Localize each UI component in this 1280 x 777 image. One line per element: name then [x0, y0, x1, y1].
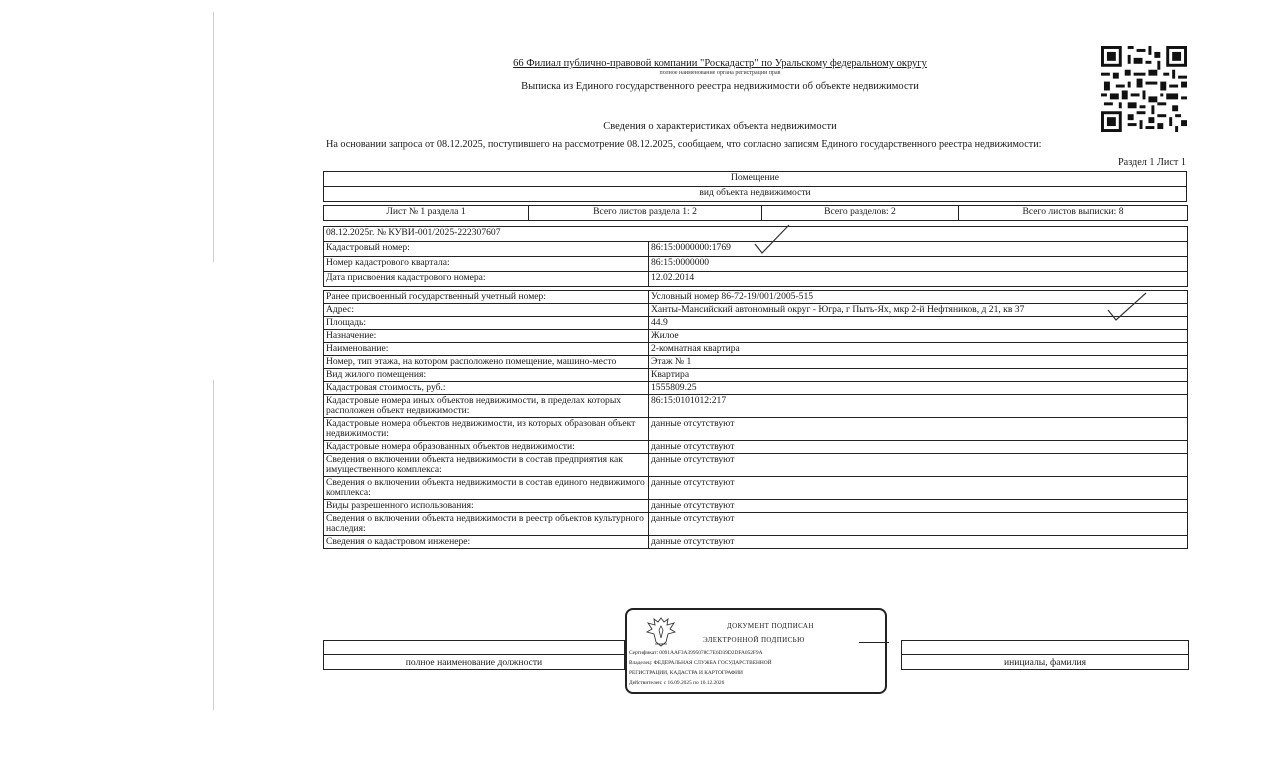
table-row: [324, 382, 1188, 395]
field-value: данные отсутствуют: [649, 454, 1188, 477]
qr-code-icon: [1101, 46, 1187, 132]
table-row: [324, 330, 1188, 343]
table-row: [324, 454, 1188, 477]
total-sections: Всего разделов: 2: [762, 206, 959, 221]
field-label: Наименование:: [324, 343, 649, 356]
table-row: [324, 477, 1188, 500]
field-label: Кадастровые номера объектов недвижимости, из которых образован объект недвижимости:: [324, 418, 649, 441]
pen-checkmark-icon: [1106, 290, 1148, 324]
table-row: [324, 291, 1188, 304]
field-value: данные отсутствуют: [649, 418, 1188, 441]
stamp-line1: ДОКУМЕНТ ПОДПИСАН: [727, 622, 814, 630]
stamp-line2: ЭЛЕКТРОННОЙ ПОДПИСЬЮ: [703, 636, 805, 644]
position-caption: полное наименование должности: [405, 657, 543, 668]
section-sheet-label: Раздел 1 Лист 1: [1118, 157, 1186, 168]
field-value: Этаж № 1: [649, 356, 1188, 369]
pen-checkmark-icon: [752, 222, 792, 256]
field-value: 2-комнатная квартира: [649, 343, 1188, 356]
field-label: Номер кадастрового квартала:: [324, 257, 649, 272]
field-label: Сведения о кадастровом инженере:: [324, 536, 649, 549]
field-value: данные отсутствуют: [649, 477, 1188, 500]
object-type-caption: вид объекта недвижимости: [324, 187, 1187, 202]
signature-initials-box: [901, 640, 1189, 670]
field-value: Условный номер 86-72-19/001/2005-515: [649, 291, 1188, 304]
field-value: 44.9: [649, 317, 1188, 330]
field-label: Номер, тип этажа, на котором расположено помещение, машино-место: [324, 356, 649, 369]
sheet-info-table: [323, 205, 1188, 221]
field-value: 86:15:0000000: [649, 257, 1188, 272]
org-name: 66 Филиал публично-правовой компании "Роскадастр" по Уральскому федеральному округу: [513, 58, 927, 69]
e-signature-stamp: [625, 608, 887, 694]
org-caption: полное наименование органа регистрации прав: [659, 70, 781, 76]
scan-edge: [213, 12, 214, 262]
scan-edge: [213, 380, 214, 710]
field-value: Квартира: [649, 369, 1188, 382]
field-label: Площадь:: [324, 317, 649, 330]
sheet-number: Лист № 1 раздела 1: [324, 206, 529, 221]
signature-position-box: [323, 640, 625, 670]
field-label: Вид жилого помещения:: [324, 369, 649, 382]
table-row: [324, 304, 1188, 317]
table-row: [324, 418, 1188, 441]
table-row: [324, 317, 1188, 330]
table-row: [324, 441, 1188, 454]
field-label: Кадастровый номер:: [324, 242, 649, 257]
field-label: Назначение:: [324, 330, 649, 343]
field-label: Виды разрешенного использования:: [324, 500, 649, 513]
table-row: [324, 513, 1188, 536]
field-value: данные отсутствуют: [649, 441, 1188, 454]
field-label: Ранее присвоенный государственный учетный номер:: [324, 291, 649, 304]
extract-number: 08.12.2025г. № КУВИ-001/2025-222307607: [324, 227, 1188, 242]
table-row: [324, 356, 1188, 369]
table-row: [324, 257, 1188, 272]
field-value: 12.02.2014: [649, 272, 1188, 287]
section-title: Сведения о характеристиках объекта недвижимости: [603, 121, 837, 132]
field-label: Дата присвоения кадастрового номера:: [324, 272, 649, 287]
eagle-emblem-icon: [641, 614, 681, 650]
field-value: данные отсутствуют: [649, 500, 1188, 513]
field-value: Жилое: [649, 330, 1188, 343]
field-label: Кадастровые номера образованных объектов недвижимости:: [324, 441, 649, 454]
stamp-owner-line1: Владелец: ФЕДЕРАЛЬНАЯ СЛУЖБА ГОСУДАРСТВЕННОЙ: [629, 660, 772, 666]
stamp-validity: Действителен: с 16.09.2025 по 10.12.2026: [629, 680, 725, 686]
total-sheets-section: Всего листов раздела 1: 2: [529, 206, 762, 221]
field-value: данные отсутствуют: [649, 513, 1188, 536]
total-sheets-extract: Всего листов выписки: 8: [959, 206, 1188, 221]
field-value: 86:15:0101012:217: [649, 395, 1188, 418]
basis-text: На основании запроса от 08.12.2025, поступившего на рассмотрение 08.12.2025, сообщаем, что согласно записям Единого государственного реестра недвижимости:: [326, 139, 1042, 150]
field-label: Кадастровая стоимость, руб.:: [324, 382, 649, 395]
field-value: данные отсутствуют: [649, 536, 1188, 549]
table-row: [324, 500, 1188, 513]
field-value: Ханты-Мансийский автономный округ - Югра, г Пыть-Ях, мкр 2-й Нефтяников, д 21, кв 37: [649, 304, 1188, 317]
table-row: [324, 272, 1188, 287]
stamp-certificate: Сертификат: 0091AAF3A3995078C7E6D39D2DFA052F9A: [629, 650, 763, 656]
table-row: [324, 343, 1188, 356]
doc-title: Выписка из Единого государственного реестра недвижимости об объекте недвижимости: [521, 81, 919, 92]
field-label: Сведения о включении объекта недвижимости в состав единого недвижимого комплекса:: [324, 477, 649, 500]
object-type: Помещение: [324, 172, 1187, 187]
field-label: Сведения о включении объекта недвижимости в состав предприятия как имущественного комплекса:: [324, 454, 649, 477]
field-value: 1555809.25: [649, 382, 1188, 395]
initials-caption: инициалы, фамилия: [1003, 657, 1087, 668]
object-type-table: [323, 171, 1187, 202]
stamp-owner-line2: РЕГИСТРАЦИИ, КАДАСТРА И КАРТОГРАФИИ: [629, 670, 743, 676]
field-value: 86:15:0000000:1769: [649, 242, 1188, 257]
characteristics-table: [323, 290, 1188, 549]
field-label: Адрес:: [324, 304, 649, 317]
table-row: [324, 395, 1188, 418]
table-row: [324, 369, 1188, 382]
table-row: [324, 536, 1188, 549]
field-label: Сведения о включении объекта недвижимости в реестр объектов культурного наследия:: [324, 513, 649, 536]
field-label: Кадастровые номера иных объектов недвижимости, в пределах которых расположен объект недвижимости:: [324, 395, 649, 418]
